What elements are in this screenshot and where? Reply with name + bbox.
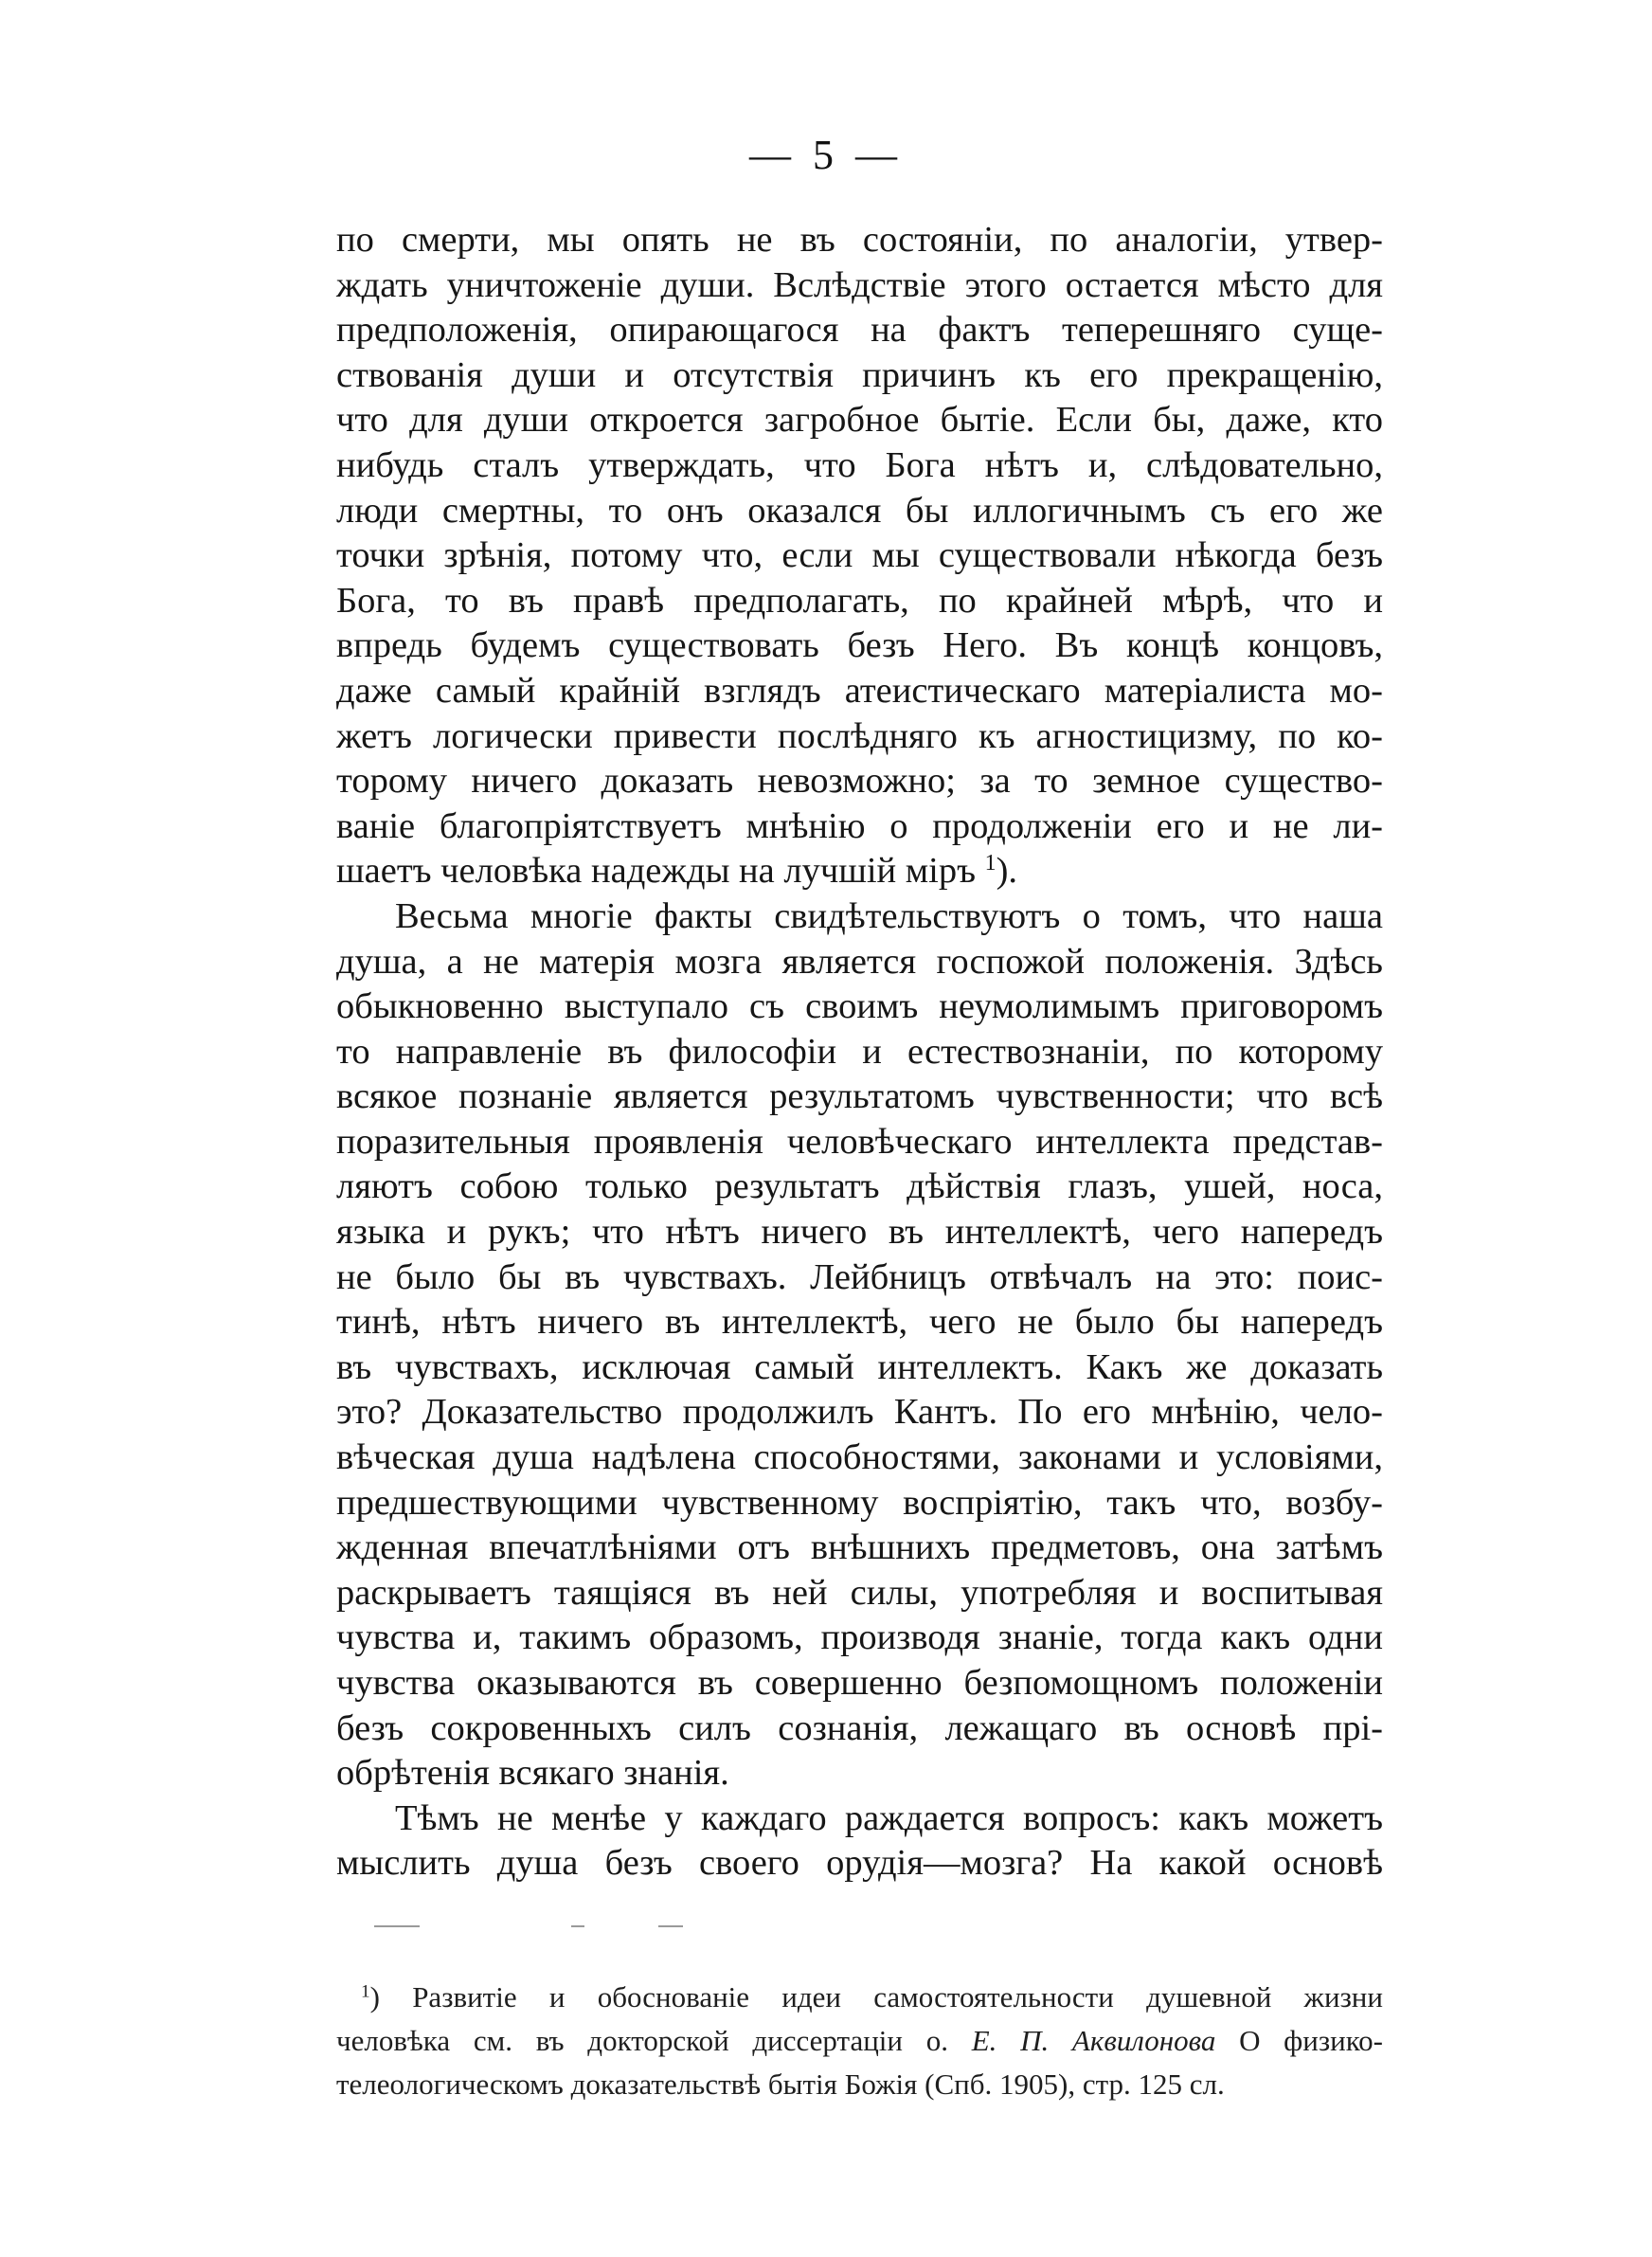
text-line: тинѣ, нѣтъ ничего въ интеллектѣ, чего не было бы напередъ bbox=[336, 1302, 1383, 1343]
text-line: чувства и, такимъ образомъ, производя знанiе, тогда какъ одни bbox=[336, 1617, 1383, 1658]
text-line: въ чувствахъ, исключая самый интеллектъ. Какъ же доказать bbox=[336, 1346, 1383, 1387]
text-line: обыкновенно выступало съ своимъ неумолимымъ приговоромъ bbox=[336, 986, 1383, 1027]
text-line: жденная впечатлѣнiями отъ внѣшнихъ предметовъ, она затѣмъ bbox=[336, 1527, 1383, 1568]
text-segment: ) Развитiе и обоснованiе идеи самостоятельности душевной жизни bbox=[369, 1980, 1383, 2013]
text-line: Весьма многiе факты свидѣтельствуютъ о томъ, что наша bbox=[395, 895, 1383, 936]
text-line: раскрываетъ таящiяся въ ней силы, употребляя и воспитывая bbox=[336, 1572, 1383, 1613]
text-line: предшествующими чувственному воспрiятiю, такъ что, возбу- bbox=[336, 1482, 1383, 1523]
footnote-line: телеологическомъ доказательствѣ бытiя Божiя (Спб. 1905), стр. 125 сл. bbox=[336, 2067, 1225, 2101]
text-line: ляютъ собою только результатъ дѣйствiя глазъ, ушей, носа, bbox=[336, 1166, 1383, 1207]
text-line: душа, а не матерiя мозга является госпожой положенiя. Здѣсь bbox=[336, 941, 1383, 982]
text-line: поразительныя проявленiя человѣческаго интеллекта представ- bbox=[336, 1121, 1383, 1162]
text-line: языка и рукъ; что нѣтъ ничего въ интеллектѣ, чего напередъ bbox=[336, 1212, 1383, 1253]
text-line: жетъ логически привести послѣдняго къ агностицизму, по ко- bbox=[336, 715, 1383, 756]
page-number: — 5 — bbox=[749, 132, 903, 178]
text-segment: ). bbox=[996, 851, 1018, 892]
text-line: предположенiя, опирающагося на фактъ теперешняго суще- bbox=[336, 310, 1383, 351]
footnote-author: Е. П. Аквилонова bbox=[971, 2024, 1216, 2057]
paragraph-3 bbox=[336, 1797, 1383, 1887]
paragraph-1 bbox=[336, 218, 1383, 894]
footnote-separator bbox=[374, 1925, 696, 1927]
text-segment: О физико- bbox=[1239, 2024, 1383, 2057]
text-segment: человѣка см. въ докторской диссертацiи о. bbox=[336, 2024, 948, 2057]
footnote-marker[interactable]: 1 bbox=[984, 851, 997, 876]
text-line bbox=[336, 849, 1383, 894]
text-line: чувства оказываются въ совершенно безпомощномъ положенiи bbox=[336, 1663, 1383, 1703]
text-line: торому ничего доказать невозможно; за то земное существо- bbox=[336, 761, 1383, 802]
text-line: это? Доказательство продолжилъ Кантъ. По его мнѣнiю, чело- bbox=[336, 1392, 1383, 1433]
text-line: по смерти, мы опять не въ состоянiи, по аналогiи, утвер- bbox=[336, 220, 1383, 260]
text-segment: шаетъ человѣка надежды на лучшiй мiръ bbox=[336, 851, 976, 892]
footnote-line bbox=[336, 1976, 1383, 2019]
footnote-line bbox=[336, 2019, 1383, 2063]
footnote bbox=[336, 1976, 1383, 2106]
text-line: ванiе благопрiятствуетъ мнѣнiю о продолженiи его и не ли- bbox=[336, 805, 1383, 846]
text-line: Бога, то въ правѣ предполагать, по крайней мѣрѣ, что и bbox=[336, 580, 1383, 621]
text-line: впредь будемъ существовать безъ Него. Въ концѣ концовъ, bbox=[336, 625, 1383, 666]
text-line: обрѣтенiя всякаго знанiя. bbox=[336, 1753, 729, 1794]
text-line: ждать уничтоженiе души. Вслѣдствiе этого остается мѣсто для bbox=[336, 264, 1383, 305]
text-line: вѣческая душа надѣлена способностями, законами и условiями, bbox=[336, 1437, 1383, 1478]
footnote-number: 1 bbox=[361, 1981, 370, 2002]
text-line: нибудь сталъ утверждать, что Бога нѣтъ и, слѣдовательно, bbox=[336, 444, 1383, 485]
text-line: то направленiе въ философiи и естествознанiи, по которому bbox=[336, 1031, 1383, 1072]
text-line: точки зрѣнiя, потому что, если мы существовали нѣкогда безъ bbox=[336, 535, 1383, 576]
text-line: даже самый крайнiй взглядъ атеистическаго матерiалиста мо- bbox=[336, 670, 1383, 711]
text-line: не было бы въ чувствахъ. Лейбницъ отвѣчалъ на это: поис- bbox=[336, 1256, 1383, 1297]
text-line: ствованiя души и отсутствiя причинъ къ его прекращенiю, bbox=[336, 354, 1383, 395]
text-line: всякое познанiе является результатомъ чувственности; что всѣ bbox=[336, 1076, 1383, 1117]
text-line: безъ сокровенныхъ силъ сознанiя, лежащаго въ основѣ прi- bbox=[336, 1707, 1383, 1748]
main-text bbox=[336, 218, 1383, 1887]
text-line: Тѣмъ не менѣе у каждаго раждается вопросъ: какъ можетъ bbox=[395, 1797, 1383, 1838]
text-line: люди смертны, то онъ оказался бы иллогичнымъ съ его же bbox=[336, 490, 1383, 531]
text-line: мыслить душа безъ своего орудiя—мозга? На какой основѣ bbox=[336, 1843, 1383, 1884]
text-line: что для души откроется загробное бытiе. Если бы, даже, кто bbox=[336, 400, 1383, 441]
paragraph-2 bbox=[336, 894, 1383, 1797]
